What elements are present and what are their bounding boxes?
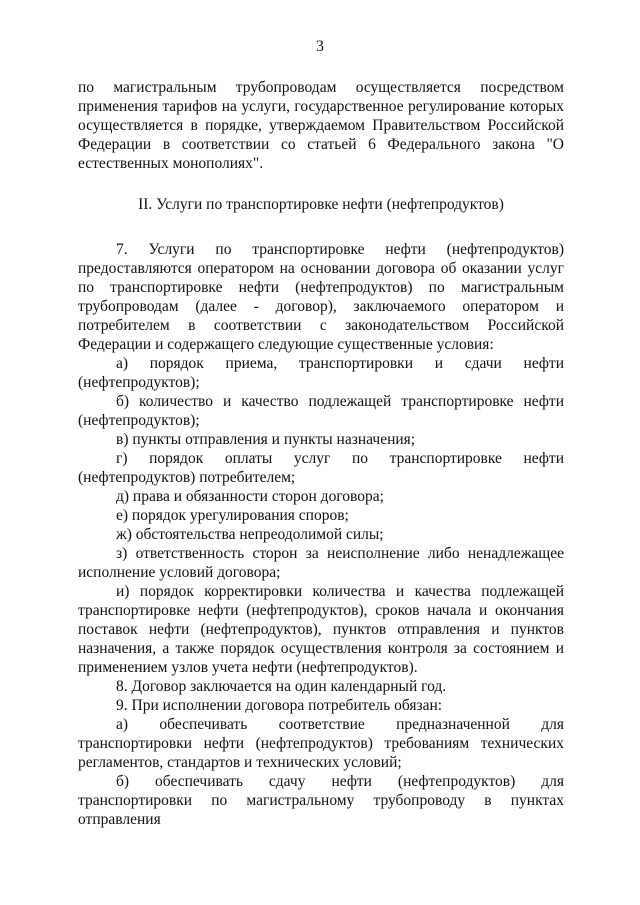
section-heading: II. Услуги по транспортировке нефти (нефтепродуктов) [138,196,504,213]
list-item-7e: е) порядок урегулирования споров; [116,507,349,524]
list-item-7z: з) ответственность сторон за неисполнение либо ненадлежащее исполнение условий договора; [78,545,564,581]
list-item-7g: г) порядок оплаты услуг по транспортировке нефти (нефтепродуктов) потребителем; [78,450,564,486]
paragraph-clause-8: 8. Договор заключается на один календарный год. [116,678,447,695]
page-number: 3 [316,38,324,55]
document-body [78,78,564,829]
list-item-7a: а) порядок приема, транспортировки и сдачи нефти (нефтепродуктов); [78,355,564,391]
paragraph-clause-9: 9. При исполнении договора потребитель обязан: [116,697,443,714]
paragraph-tariffs: по магистральным трубопроводам осуществляется посредством применения тарифов на услуги, государственное регулирование которых осуществляется в порядке, утверждаемом Правительством Российской Федерации в соответствии со статьей 6 Федерального закона "О естественных монополиях". [78,79,564,172]
list-item-7i: и) порядок корректировки количества и качества подлежащей транспортировке нефти (нефтепродуктов), сроков начала и окончания поставок нефти (нефтепродуктов), пунктов отправления и пунктов назначения, а также порядок осуществления контроля за состоянием и применением узлов учета нефти (нефтепродуктов). [78,583,564,676]
list-item-7zh: ж) обстоятельства непреодолимой силы; [116,526,384,543]
list-item-7d: д) права и обязанности сторон договора; [116,488,384,505]
paragraph-clause-7: 7. Услуги по транспортировке нефти (нефтепродуктов) предоставляются оператором на основании договора об оказании услуг по транспортировке нефти (нефтепродуктов) по магистральным трубопроводам (далее - договор), заключаемого оператором и потребителем в соответствии с законодательством Российской Федерации и содержащего следующие существенные условия: [78,241,564,353]
list-item-9b: б) обеспечивать сдачу нефти (нефтепродуктов) для транспортировки по магистральному трубопроводу в пунктах отправления [78,773,564,828]
list-item-7b: б) количество и качество подлежащей транспортировке нефти (нефтепродуктов); [78,393,564,429]
list-item-9a: а) обеспечивать соответствие предназначенной для транспортировки нефти (нефтепродуктов) требованиям технических регламентов, стандартов и технических условий; [78,716,564,771]
list-item-7v: в) пункты отправления и пункты назначения; [116,431,416,448]
